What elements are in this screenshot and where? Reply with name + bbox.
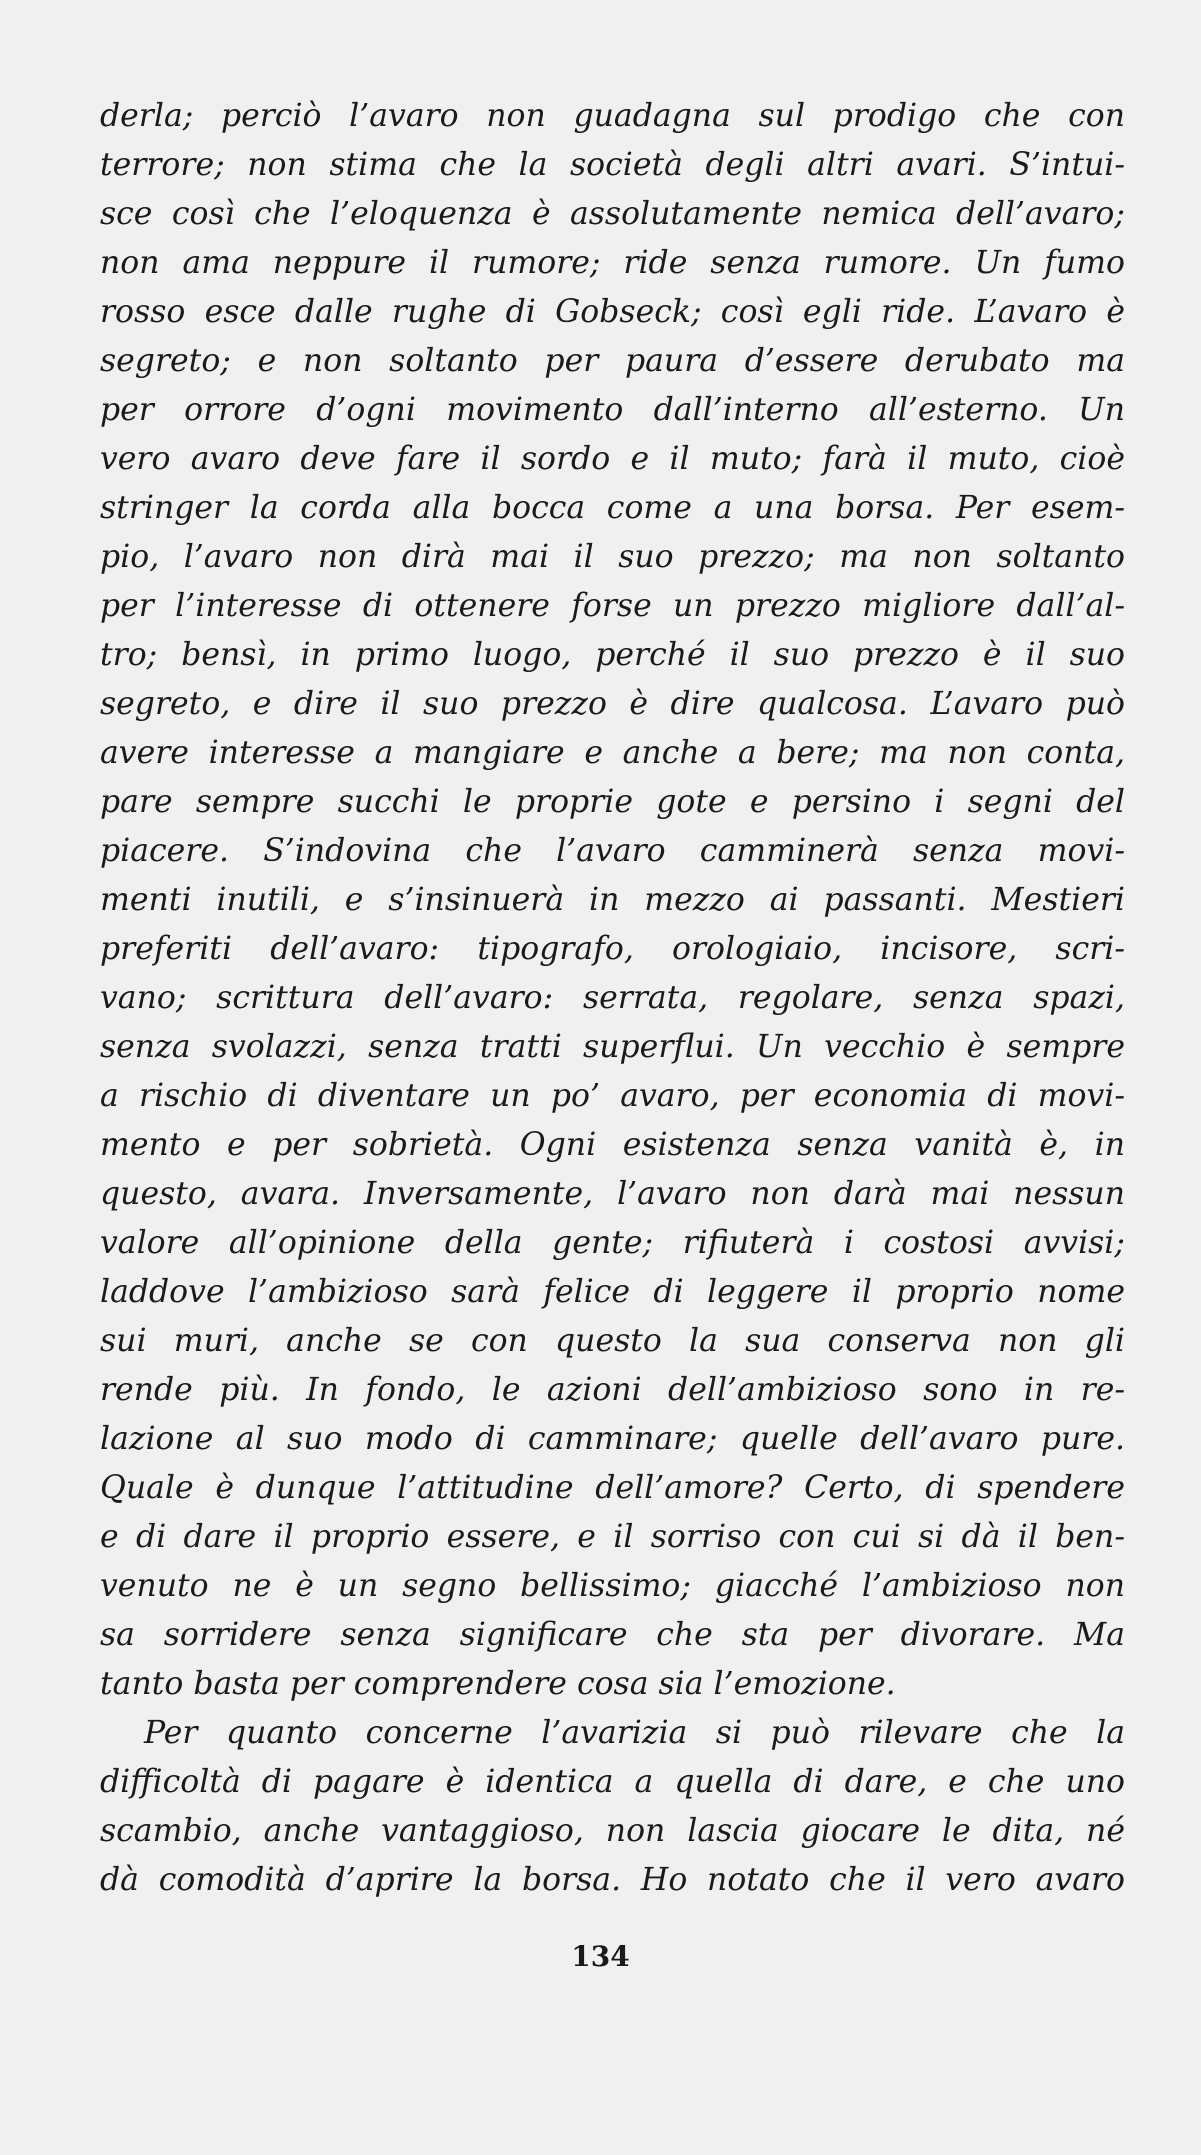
paragraph-2 xyxy=(100,1709,1125,1905)
text-line: sce così che l’eloquenza è assolutamente nemica dell’avaro; xyxy=(100,196,1125,232)
body-text xyxy=(100,92,1125,1905)
text-line: pio, l’avaro non dirà mai il suo prezzo; ma non soltanto xyxy=(100,539,1125,575)
text-line: derla; perciò l’avaro non guadagna sul prodigo che con xyxy=(100,98,1125,134)
text-line: laddove l’ambizioso sarà felice di leggere il proprio nome xyxy=(100,1274,1125,1310)
text-line: valore all’opinione della gente; rifiuterà i costosi avvisi; xyxy=(100,1225,1125,1261)
text-line: pare sempre succhi le proprie gote e persino i segni del xyxy=(100,784,1125,820)
text-line: senza svolazzi, senza tratti superflui. Un vecchio è sempre xyxy=(100,1029,1125,1065)
text-line: segreto; e non soltanto per paura d’essere derubato ma xyxy=(100,343,1125,379)
text-line: scambio, anche vantaggioso, non lascia giocare le dita, né xyxy=(100,1813,1125,1849)
text-line: questo, avara. Inversamente, l’avaro non darà mai nessun xyxy=(100,1176,1125,1212)
text-line: vano; scrittura dell’avaro: serrata, regolare, senza spazi, xyxy=(100,980,1125,1016)
text-line: venuto ne è un segno bellissimo; giacché l’ambizioso non xyxy=(100,1568,1125,1604)
text-line: non ama neppure il rumore; ride senza rumore. Un fumo xyxy=(100,245,1125,281)
paragraph-1 xyxy=(100,92,1125,1709)
text-line: mento e per sobrietà. Ogni esistenza senza vanità è, in xyxy=(100,1127,1125,1163)
text-line: piacere. S’indovina che l’avaro camminerà senza movi- xyxy=(100,833,1125,869)
text-line: rende più. In fondo, le azioni dell’ambizioso sono in re- xyxy=(100,1372,1125,1408)
text-line: e di dare il proprio essere, e il sorriso con cui si dà il ben- xyxy=(100,1519,1125,1555)
text-line: menti inutili, e s’insinuerà in mezzo ai passanti. Mestieri xyxy=(100,882,1125,918)
text-line: terrore; non stima che la società degli altri avari. S’intui- xyxy=(100,147,1125,183)
text-line: Per quanto concerne l’avarizia si può rilevare che la xyxy=(144,1715,1125,1751)
text-line: stringer la corda alla bocca come a una borsa. Per esem- xyxy=(100,490,1125,526)
text-line: per l’interesse di ottenere forse un prezzo migliore dall’al- xyxy=(100,588,1125,624)
text-line: avere interesse a mangiare e anche a bere; ma non conta, xyxy=(100,735,1125,771)
text-line: Quale è dunque l’attitudine dell’amore? Certo, di spendere xyxy=(100,1470,1125,1506)
text-line: rosso esce dalle rughe di Gobseck; così egli ride. L’avaro è xyxy=(100,294,1125,330)
text-line: per orrore d’ogni movimento dall’interno all’esterno. Un xyxy=(100,392,1125,428)
text-line: preferiti dell’avaro: tipografo, orologiaio, incisore, scri- xyxy=(100,931,1125,967)
text-line: vero avaro deve fare il sordo e il muto; farà il muto, cioè xyxy=(100,441,1125,477)
text-line: sa sorridere senza significare che sta per divorare. Ma xyxy=(100,1617,1125,1653)
text-line: difficoltà di pagare è identica a quella di dare, e che uno xyxy=(100,1764,1125,1800)
text-line: tro; bensì, in primo luogo, perché il suo prezzo è il suo xyxy=(100,637,1125,673)
text-line: sui muri, anche se con questo la sua conserva non gli xyxy=(100,1323,1125,1359)
page-number: 134 xyxy=(571,1940,630,1973)
text-line: a rischio di diventare un po’ avaro, per economia di movi- xyxy=(100,1078,1125,1114)
text-line: segreto, e dire il suo prezzo è dire qualcosa. L’avaro può xyxy=(100,686,1125,722)
text-line: lazione al suo modo di camminare; quelle dell’avaro pure. xyxy=(100,1421,1125,1457)
text-line: dà comodità d’aprire la borsa. Ho notato che il vero avaro xyxy=(100,1862,1125,1898)
text-line: tanto basta per comprendere cosa sia l’emozione. xyxy=(100,1666,896,1702)
